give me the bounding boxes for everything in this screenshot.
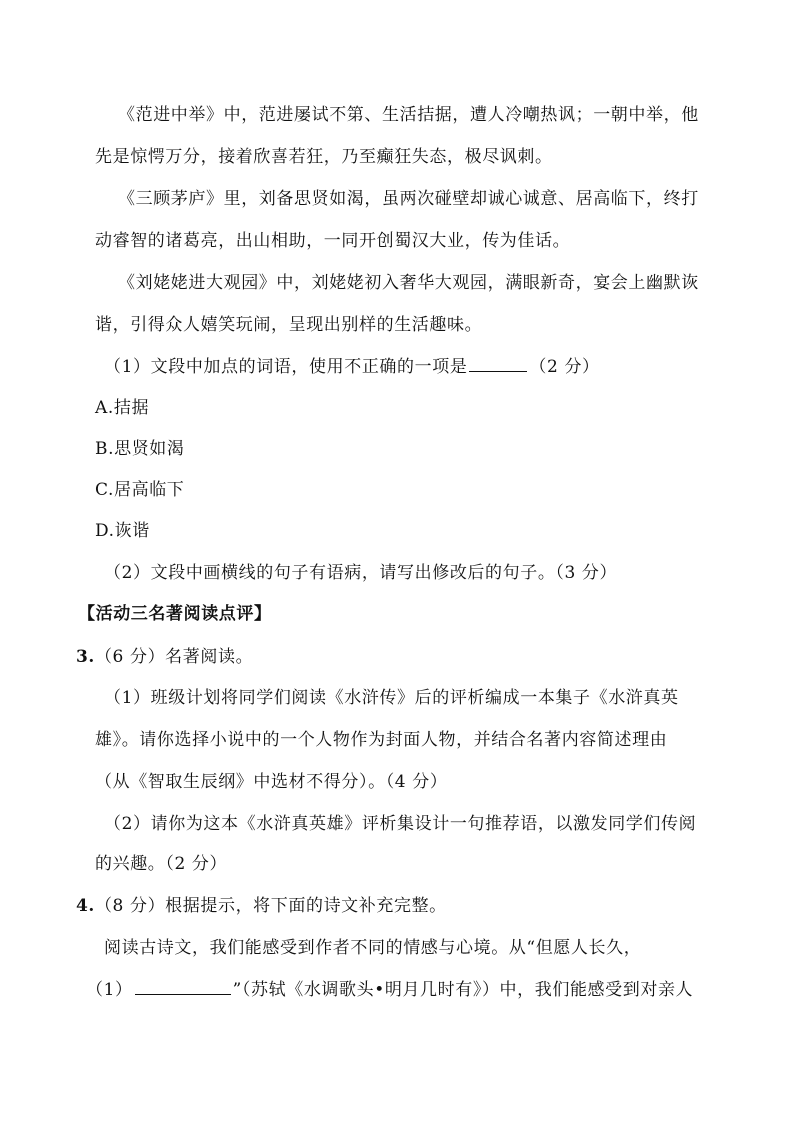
question-1-score: （2 分）: [529, 357, 600, 377]
question-4-number: 4.: [76, 896, 95, 916]
question-4-text: （8 分）根据提示，将下面的诗文补充完整。: [94, 896, 447, 916]
option-b: B.思贤如渴: [95, 439, 185, 459]
paragraph-line: 动睿智的诸葛亮，出山相助，一同开创蜀汉大业，传为佳话。: [95, 231, 571, 251]
paragraph-line: 《三顾茅庐》里，刘备思贤如渴，虽两次碰壁却诚心诚意、居高临下，终打: [118, 189, 699, 209]
question-1-stem-text: （1）文段中加点的词语，使用不正确的一项是: [104, 357, 468, 377]
paragraph-line: 先是惊愕万分，接着欣喜若狂，乃至癫狂失态，极尽讽刺。: [95, 147, 553, 167]
section-heading: 【活动三名著阅读点评】: [78, 604, 272, 624]
question-3-sub2-line: （2）请你为这本《水浒真英雄》评析集设计一句推荐语，以激发同学们传阅: [104, 814, 697, 834]
question-3-number: 3.: [76, 647, 95, 667]
question-3-stem: [76, 645, 253, 669]
question-3-sub1-line: （1）班级计划将同学们阅读《水浒传》后的评析编成一本集子《水浒真英: [104, 688, 679, 708]
paragraph-line: 谐，引得众人嬉笑玩闹，呈现出别样的生活趣味。: [95, 315, 483, 335]
option-a: A.拮据: [95, 398, 150, 418]
option-d: D.诙谐: [95, 521, 150, 541]
question-4-stem: [76, 894, 447, 918]
answer-blank[interactable]: [469, 354, 527, 372]
question-3-sub2-line: 的兴趣。（2 分）: [95, 854, 228, 874]
question-2: （2）文段中画横线的句子有语病，请写出修改后的句子。（3 分）: [104, 563, 618, 583]
question-4-body-text: ”（苏轼《水调歌头•明月几时有》）中，我们能感受到对亲人: [232, 980, 694, 1000]
question-3-sub1-line: 雄》。请你选择小说中的一个人物作为封面人物，并结合名著内容简述理由: [95, 730, 668, 750]
question-1-stem: [104, 354, 600, 379]
question-3-sub1-line: （从《智取生辰纲》中选材不得分）。（4 分）: [95, 772, 448, 792]
question-4-body-line: 阅读古诗文，我们能感受到作者不同的情感与心境。从“但愿人长久，: [104, 938, 642, 958]
option-c: C.居高临下: [95, 480, 185, 500]
question-4-body-line: [86, 977, 693, 1002]
paragraph-line: 《刘姥姥进大观园》中，刘姥姥初入奢华大观园，满眼新奇，宴会上幽默诙: [118, 273, 699, 293]
answer-blank[interactable]: [135, 977, 231, 995]
question-3-text: （6 分）名著阅读。: [94, 647, 254, 667]
blank-label: （1）: [86, 980, 133, 1000]
paragraph-line: 《范进中举》中，范进屡试不第、生活拮据，遭人冷嘲热讽；一朝中举，他: [118, 105, 699, 125]
